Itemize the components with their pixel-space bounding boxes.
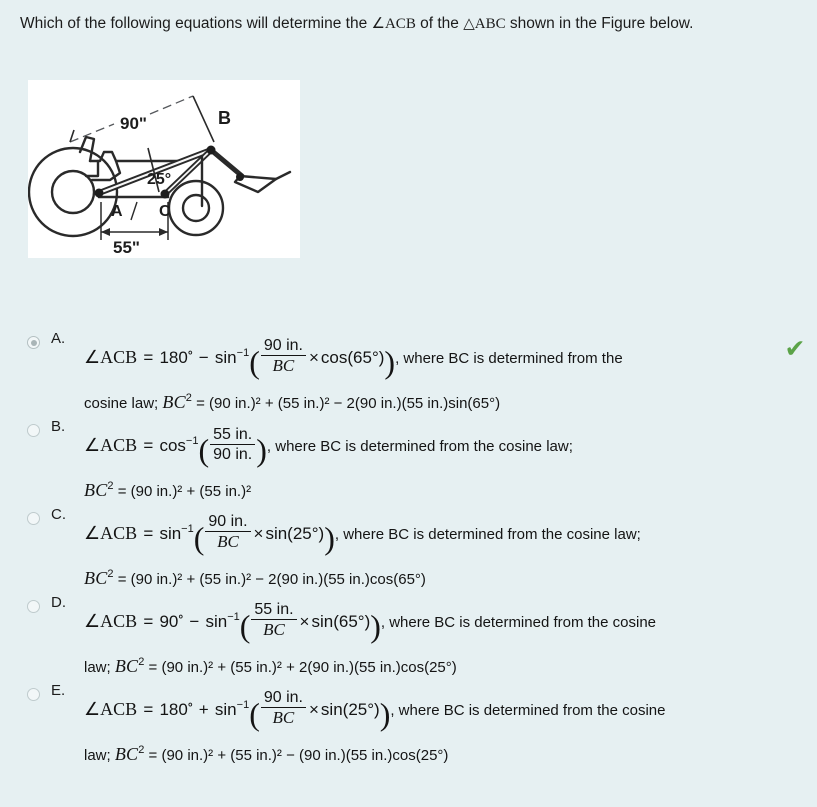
option-c-body	[84, 510, 764, 597]
option-a-fn-sup: −1	[236, 347, 250, 359]
option-a-frac-den: BC	[261, 355, 306, 376]
option-e-frac-num: 90 in.	[263, 689, 303, 706]
close-paren: )	[370, 608, 381, 644]
option-d-line2-prefix: law;	[84, 659, 115, 676]
option-c-fn: sin	[159, 524, 182, 543]
option-c-line2-sup: 2	[107, 568, 114, 580]
option-a-fraction	[261, 336, 306, 376]
option-a-line2-rest: = (90 in.)² + (55 in.)² − 2(90 in.)(55 in.)sin(65°)	[191, 395, 501, 412]
option-b-line2-lhs: BC	[84, 480, 108, 500]
prompt-text-3: shown in the Figure below.	[505, 15, 694, 32]
option-a-times: ×	[308, 348, 319, 367]
option-a-equals: =	[143, 348, 154, 367]
option-d-frac-num: 55 in.	[254, 601, 294, 618]
option-e-lead-value: 180	[159, 700, 188, 719]
figure-label-25deg: 25°	[147, 171, 172, 188]
option-d-times: ×	[299, 612, 310, 631]
option-e-fn: sin	[214, 700, 237, 719]
option-c-line2-lhs: BC	[84, 568, 108, 588]
option-b-line2-rest: = (90 in.)² + (55 in.)²	[113, 483, 252, 500]
option-d-angle: ∠ACB	[84, 611, 138, 631]
option-a-line2-prefix: cosine law;	[84, 395, 163, 412]
close-paren: )	[324, 520, 335, 556]
option-e-line2-sup: 2	[138, 744, 145, 756]
option-a-lead-value: 180	[159, 348, 188, 367]
option-e-angle: ∠ACB	[84, 699, 138, 719]
option-e-equals: =	[143, 700, 154, 719]
option-e-frac-den: BC	[261, 707, 306, 728]
option-e-fraction	[261, 688, 306, 728]
radio-option-a[interactable]	[27, 336, 40, 349]
option-a-frac-num: 90 in.	[263, 337, 303, 354]
figure-label-c: C	[159, 203, 171, 220]
answer-options-list	[0, 330, 817, 770]
figure-label-90in: 90"	[120, 114, 147, 133]
option-e-tail: , where BC is determined from the cosine	[390, 702, 666, 719]
question-prompt	[20, 10, 790, 38]
option-d-tail: , where BC is determined from the cosine	[380, 614, 657, 631]
option-a-body	[84, 334, 764, 421]
radio-option-e[interactable]	[27, 688, 40, 701]
option-c-frac-den: BC	[205, 531, 250, 552]
option-b-frac-den: 90 in.	[210, 444, 255, 465]
option-c-fraction	[205, 512, 250, 552]
option-d-fn: sin	[205, 612, 228, 631]
option-d-frac-den: BC	[251, 619, 296, 640]
option-e-lead-op: +	[198, 700, 209, 719]
option-d-lead-value: 90	[159, 612, 179, 631]
figure-image	[28, 80, 300, 258]
option-b-fraction	[210, 425, 255, 465]
option-e-line2-lhs: BC	[114, 744, 139, 764]
open-paren: (	[198, 432, 210, 468]
triangle-abc-symbol: △ABC	[463, 16, 506, 32]
close-paren: )	[379, 696, 391, 732]
option-b-line2-sup: 2	[107, 480, 114, 492]
option-d-letter: D.	[51, 594, 66, 611]
option-a-line2-sup: 2	[185, 392, 192, 404]
tractor-diagram	[28, 80, 300, 258]
option-c-inner-fn: sin(25°)	[265, 524, 325, 543]
option-b-frac-num: 55 in.	[213, 426, 253, 443]
option-e-line2-rest: = (90 in.)² + (55 in.)² − (90 in.)(55 in.)cos(25°)	[144, 747, 449, 764]
option-d-equals: =	[143, 612, 154, 631]
prompt-text-2: of the	[415, 15, 464, 32]
option-e-line2-prefix: law;	[84, 747, 115, 764]
option-c-equals: =	[143, 524, 154, 543]
option-b-equals: =	[143, 436, 154, 455]
option-a-letter: A.	[51, 330, 66, 347]
option-a-lead-deg: °	[187, 348, 193, 362]
option-b-fn: cos	[159, 436, 186, 455]
figure-label-55in: 55"	[113, 238, 140, 257]
option-e-fn-sup: −1	[236, 699, 250, 711]
option-a-tail: , where BC is determined from the	[395, 350, 623, 367]
option-a-inner-fn: cos(65°)	[320, 348, 385, 367]
option-e-inner-fn: sin(25°)	[320, 700, 380, 719]
radio-option-c[interactable]	[27, 512, 40, 525]
option-e[interactable]	[0, 682, 817, 770]
option-c-fn-sup: −1	[181, 523, 194, 535]
option-d-line2-sup: 2	[138, 656, 145, 668]
option-d-lead-op: −	[189, 612, 200, 631]
option-d-fn-sup: −1	[227, 611, 240, 623]
option-c-letter: C.	[51, 506, 66, 523]
option-b-letter: B.	[51, 418, 66, 435]
option-d-fraction	[251, 600, 296, 640]
option-a-angle: ∠ACB	[84, 347, 138, 367]
angle-acb-symbol: ∠ACB	[371, 16, 416, 32]
open-paren: (	[249, 344, 260, 380]
close-paren: )	[384, 344, 396, 380]
radio-option-b[interactable]	[27, 424, 40, 437]
open-paren: (	[239, 608, 251, 644]
option-c-times: ×	[253, 524, 264, 543]
option-d-body	[84, 598, 764, 685]
option-a[interactable]	[0, 330, 817, 418]
option-d-line2-lhs: BC	[114, 656, 139, 676]
option-c-frac-num: 90 in.	[208, 513, 248, 530]
radio-option-d[interactable]	[27, 600, 40, 613]
option-e-lead-deg: °	[187, 700, 193, 714]
open-paren: (	[193, 520, 205, 556]
option-c-angle: ∠ACB	[84, 523, 138, 543]
option-e-times: ×	[308, 700, 319, 719]
option-e-letter: E.	[51, 682, 66, 699]
option-b-angle: ∠ACB	[84, 435, 138, 455]
option-a-lead-op: −	[198, 348, 209, 367]
option-e-body	[84, 686, 764, 773]
figure-label-a: A	[111, 203, 123, 220]
figure-label-b: B	[218, 108, 231, 128]
option-c-tail: , where BC is determined from the cosine law;	[334, 526, 641, 543]
option-b[interactable]	[0, 418, 817, 506]
close-paren: )	[256, 432, 267, 468]
option-d[interactable]	[0, 594, 817, 682]
correct-answer-check-icon: ✔	[784, 335, 806, 363]
option-c[interactable]	[0, 506, 817, 594]
option-c-line2-rest: = (90 in.)² + (55 in.)² − 2(90 in.)(55 in.)cos(65°)	[113, 571, 426, 588]
open-paren: (	[249, 696, 260, 732]
option-b-fn-sup: −1	[185, 435, 199, 447]
option-a-fn: sin	[214, 348, 237, 367]
option-b-tail: , where BC is determined from the cosine law;	[266, 438, 573, 455]
option-b-body	[84, 422, 764, 509]
option-a-line2-lhs: BC	[162, 392, 186, 412]
option-d-line2-rest: = (90 in.)² + (55 in.)² + 2(90 in.)(55 in.)cos(25°)	[144, 659, 457, 676]
prompt-text-1: Which of the following equations will determine the	[20, 15, 372, 32]
option-d-inner-fn: sin(65°)	[311, 612, 371, 631]
option-d-lead-deg: °	[178, 612, 184, 626]
